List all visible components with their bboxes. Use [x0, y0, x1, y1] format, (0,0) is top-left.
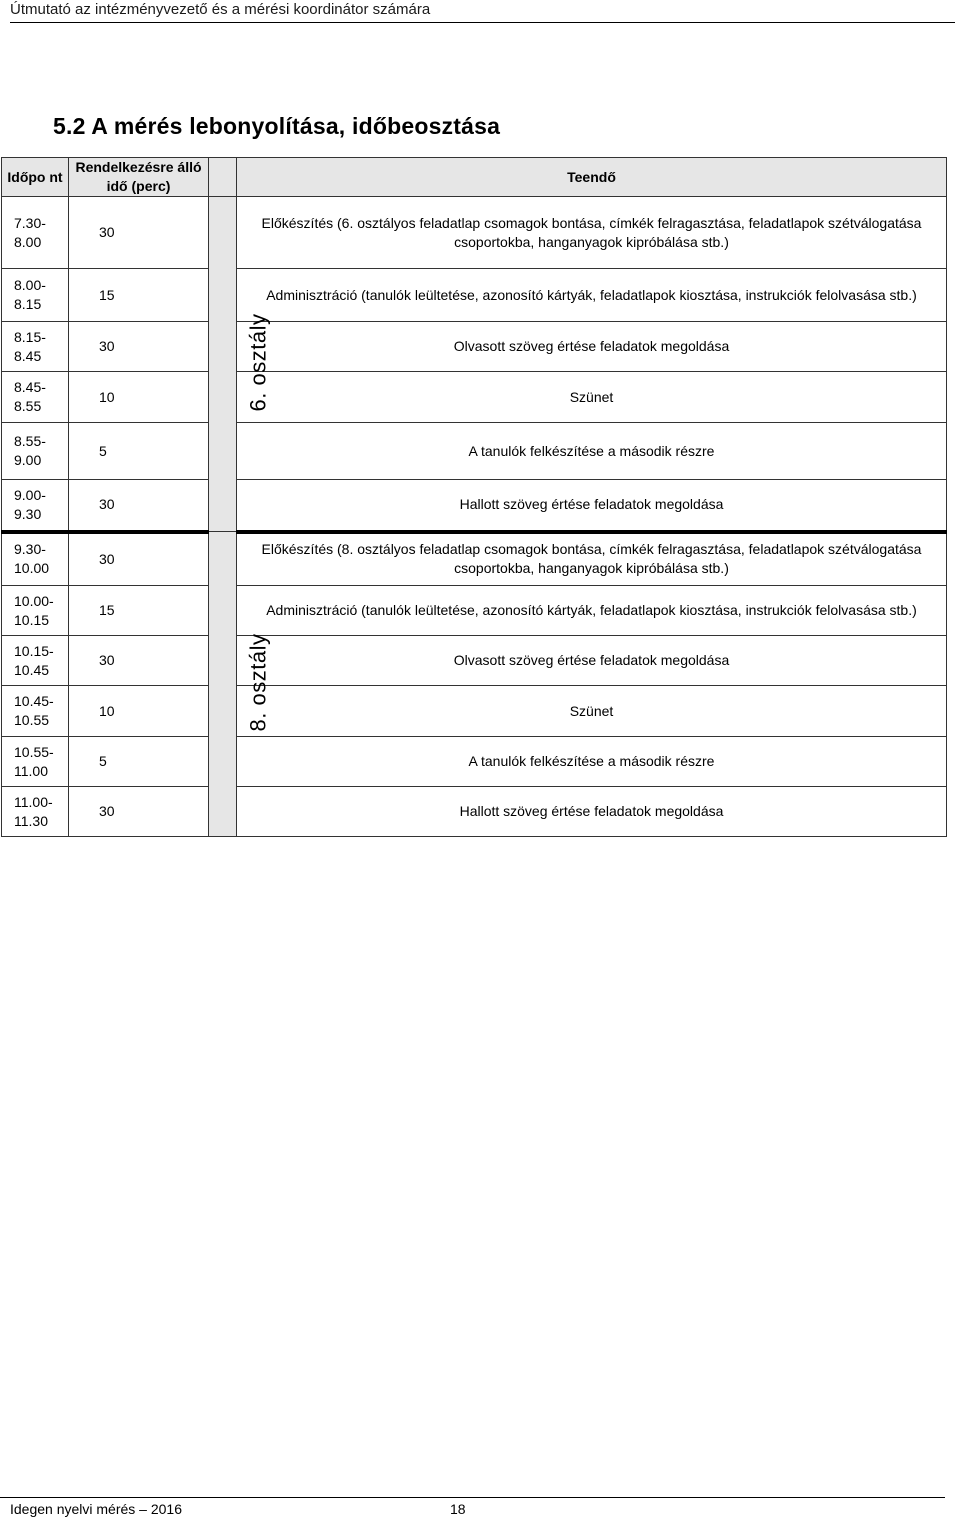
minutes-cell: 5: [69, 423, 209, 480]
task-cell: Adminisztráció (tanulók leültetése, azonosító kártyák, feladatlapok kiosztása, instrukciók felolvasása stb.): [237, 269, 947, 322]
table-row: [2, 269, 947, 322]
table-header-row: [2, 158, 947, 197]
time-cell: 8.00- 8.15: [2, 269, 69, 322]
class-8-cell: [209, 532, 271, 837]
time-cell: 8.55- 9.00: [2, 423, 69, 480]
task-cell: A tanulók felkészítése a második részre: [237, 423, 947, 480]
table-row: [2, 197, 947, 269]
table-row: [2, 372, 947, 423]
task-cell: Előkészítés (6. osztályos feladatlap csomagok bontása, címkék felragasztása, feladatlapok szétválogatása csoportokba, hanganyagok kipróbálása stb.): [237, 197, 947, 269]
minutes-cell: 30: [69, 322, 209, 372]
minutes-cell: 30: [69, 480, 209, 532]
minutes-cell: 30: [69, 197, 209, 269]
minutes-cell: 5: [69, 737, 209, 787]
minutes-cell: 10: [69, 686, 209, 737]
class-8-label: 8. osztály: [245, 633, 271, 732]
table-row: [2, 532, 947, 586]
header-title: Útmutató az intézményvezető és a mérési koordinátor számára: [10, 1, 431, 18]
col-header-task: Teendő: [237, 158, 947, 197]
page-header: [10, 0, 960, 20]
time-cell: 10.55- 11.00: [2, 737, 69, 787]
col-header-minutes: Rendelkezésre álló idő (perc): [69, 158, 209, 197]
time-cell: 7.30- 8.00: [2, 197, 69, 269]
table-row: [2, 737, 947, 787]
minutes-cell: 10: [69, 372, 209, 423]
table-row: [2, 322, 947, 372]
time-cell: 10.15- 10.45: [2, 636, 69, 686]
task-cell: Hallott szöveg értése feladatok megoldása: [237, 480, 947, 532]
time-cell: 9.00- 9.30: [2, 480, 69, 532]
task-cell: Hallott szöveg értése feladatok megoldása: [237, 787, 947, 837]
col-header-time: Időpo nt: [2, 158, 69, 197]
table-row: [2, 423, 947, 480]
minutes-cell: 15: [69, 586, 209, 636]
table-row: [2, 586, 947, 636]
minutes-cell: 15: [69, 269, 209, 322]
page-number: 18: [450, 1501, 466, 1517]
page-footer: [10, 1500, 466, 1518]
task-cell: A tanulók felkészítése a második részre: [237, 737, 947, 787]
task-cell: Szünet: [237, 372, 947, 423]
table-row: [2, 686, 947, 737]
time-cell: 10.00- 10.15: [2, 586, 69, 636]
col-header-class: [209, 158, 237, 197]
schedule-table: [1, 157, 947, 837]
class-6-cell: [209, 197, 271, 532]
table-row: [2, 480, 947, 532]
task-cell: Olvasott szöveg értése feladatok megoldása: [237, 636, 947, 686]
table-row: [2, 636, 947, 686]
section-title: 5.2 A mérés lebonyolítása, időbeosztása: [53, 113, 501, 139]
footer-divider: [0, 1497, 945, 1498]
time-cell: 9.30- 10.00: [2, 532, 69, 586]
time-cell: 8.45- 8.55: [2, 372, 69, 423]
time-cell: 11.00- 11.30: [2, 787, 69, 837]
table-row: [2, 787, 947, 837]
minutes-cell: 30: [69, 532, 209, 586]
class-6-label: 6. osztály: [245, 313, 271, 412]
time-cell: 10.45- 10.55: [2, 686, 69, 737]
minutes-cell: 30: [69, 787, 209, 837]
header-divider: [10, 22, 955, 23]
minutes-cell: 30: [69, 636, 209, 686]
time-cell: 8.15- 8.45: [2, 322, 69, 372]
task-cell: Olvasott szöveg értése feladatok megoldása: [237, 322, 947, 372]
footer-label: Idegen nyelvi mérés – 2016: [10, 1501, 182, 1517]
task-cell: Előkészítés (8. osztályos feladatlap csomagok bontása, címkék felragasztása, feladatlapok szétválogatása csoportokba, hanganyagok kipróbálása stb.): [237, 532, 947, 586]
task-cell: Adminisztráció (tanulók leültetése, azonosító kártyák, feladatlapok kiosztása, instrukciók felolvasása stb.): [237, 586, 947, 636]
task-cell: Szünet: [237, 686, 947, 737]
